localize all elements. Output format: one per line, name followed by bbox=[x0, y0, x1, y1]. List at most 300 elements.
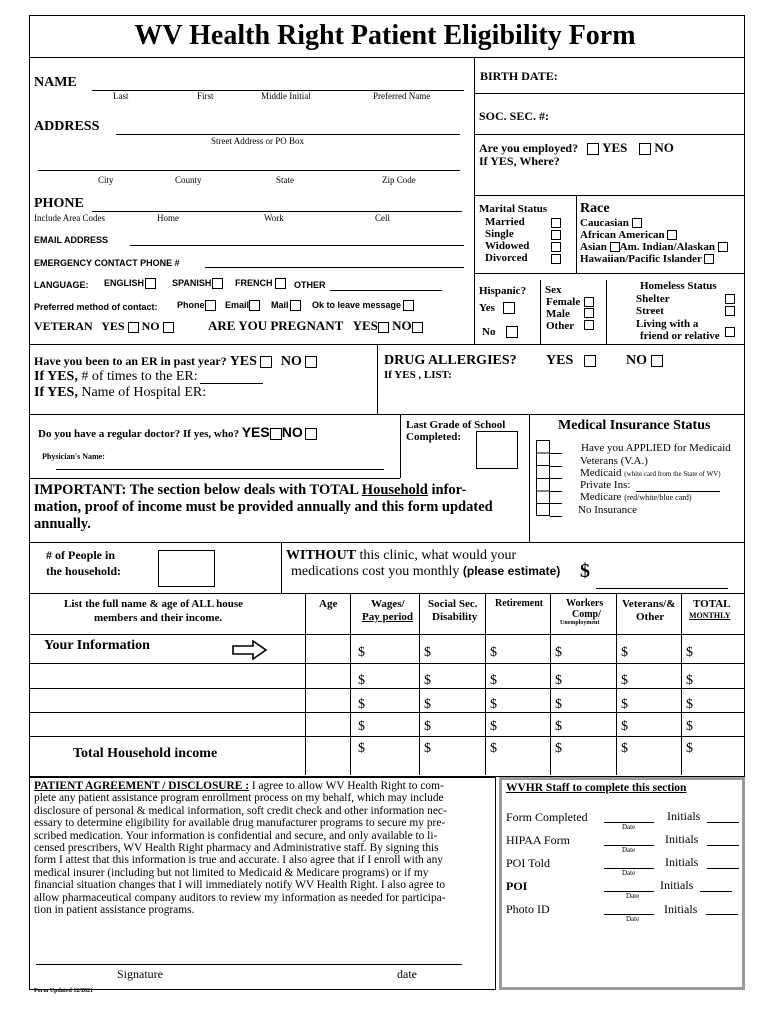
er-question bbox=[34, 354, 317, 370]
without-line2-text: medications cost you monthly bbox=[291, 564, 460, 579]
dollar-sign: $ bbox=[686, 645, 693, 660]
income-header-name-2: members and their income. bbox=[94, 612, 223, 624]
marital-married: Married bbox=[485, 216, 525, 228]
dollar-sign: $ bbox=[621, 673, 628, 688]
insurance-va: Veterans (V.A.) bbox=[580, 455, 648, 467]
divider bbox=[29, 57, 745, 58]
homeless-living-checkbox[interactable] bbox=[725, 327, 735, 337]
agreement-line: plete any patient assistance program enrollment process on my behalf, which may include bbox=[34, 792, 444, 805]
language-other-field[interactable] bbox=[330, 290, 442, 291]
without-rest: this clinic, what would your bbox=[356, 548, 517, 563]
phone-sub-area: Include Area Codes bbox=[34, 213, 105, 223]
contact-email-label: Email bbox=[225, 300, 250, 310]
name-sub-middle: Middle Initial bbox=[261, 91, 311, 101]
divider bbox=[281, 542, 282, 593]
income-header-vet-1: Veterans/& bbox=[622, 598, 676, 610]
marital-divorced: Divorced bbox=[485, 252, 528, 264]
race-hawaiian-label: Hawaiian/Pacific Islander bbox=[580, 253, 702, 265]
allergies-no-label: NO bbox=[626, 353, 647, 368]
phone-sub-home: Home bbox=[157, 213, 179, 223]
divider bbox=[474, 57, 475, 344]
dollar-sign: $ bbox=[424, 645, 431, 660]
race-caucasian bbox=[580, 217, 642, 229]
divider bbox=[540, 280, 541, 344]
cell-line bbox=[358, 688, 412, 689]
date-label: date bbox=[397, 967, 417, 981]
dollar-sign: $ bbox=[358, 645, 365, 660]
checkbox[interactable] bbox=[212, 278, 223, 289]
phone-field[interactable] bbox=[92, 211, 462, 212]
income-header-wc-1: Workers bbox=[566, 598, 604, 609]
marital-married-checkbox[interactable] bbox=[551, 218, 561, 228]
date-caption: Date bbox=[622, 846, 636, 854]
checkbox[interactable] bbox=[667, 230, 677, 240]
hispanic-no-label: No bbox=[482, 326, 496, 338]
insurance-line bbox=[550, 466, 562, 467]
dollar-sign: $ bbox=[490, 719, 497, 734]
divider bbox=[29, 593, 745, 594]
veteran-no-checkbox[interactable] bbox=[163, 322, 174, 333]
marital-widowed: Widowed bbox=[485, 240, 530, 252]
phone-label: PHONE bbox=[34, 196, 84, 211]
sex-male-checkbox[interactable] bbox=[584, 308, 594, 318]
race-hawaiian bbox=[580, 253, 714, 265]
address-sub-city: City bbox=[98, 175, 114, 185]
insurance-checkbox-column[interactable] bbox=[536, 440, 550, 516]
marital-widowed-checkbox[interactable] bbox=[551, 242, 561, 252]
dollar-sign: $ bbox=[555, 645, 562, 660]
income-header-wc-2: Comp/ bbox=[572, 609, 601, 620]
veteran-question bbox=[34, 319, 174, 334]
household-label-1: # of People in bbox=[46, 548, 115, 562]
homeless-label: Homeless Status bbox=[640, 280, 717, 292]
allergies-question bbox=[384, 353, 517, 369]
insurance-label: Medical Insurance Status bbox=[558, 418, 711, 433]
race-african-american-label: African American bbox=[580, 229, 665, 241]
dollar-sign: $ bbox=[621, 645, 628, 660]
dollar-sign: $ bbox=[686, 697, 693, 712]
agreement-line: medical insurer (including but not limited to Medicaid & Medicare programs) or if my bbox=[34, 866, 429, 879]
doctor-no-checkbox[interactable] bbox=[305, 428, 317, 440]
agreement-text bbox=[34, 780, 496, 916]
agreement-heading: PATIENT AGREEMENT / DISCLOSURE : bbox=[34, 780, 249, 792]
contact-phone[interactable] bbox=[177, 300, 216, 311]
divider bbox=[29, 663, 745, 664]
divider bbox=[419, 593, 420, 775]
doctor-question bbox=[38, 424, 317, 440]
checkbox[interactable] bbox=[275, 278, 286, 289]
important-notice bbox=[34, 482, 493, 533]
divider bbox=[377, 344, 378, 414]
agreement-line: essary to determine eligibility for available drug manufacturer programs to secure my pre- bbox=[34, 817, 446, 830]
insurance-none: No Insurance bbox=[578, 504, 637, 516]
divider bbox=[29, 478, 400, 479]
emergency-label: EMERGENCY CONTACT PHONE # bbox=[34, 258, 180, 268]
agreement-line: censed prescribers, WV Health Right pharmacy and Administrative staff. By signing this bbox=[34, 842, 439, 855]
initials-field[interactable] bbox=[707, 845, 739, 846]
address-city-field[interactable] bbox=[38, 170, 460, 171]
checkbox[interactable] bbox=[503, 302, 515, 314]
insurance-medicaid-note: (white card from the State of WV) bbox=[624, 470, 721, 478]
insurance-medicare-note: (red/white/blue card) bbox=[624, 493, 692, 502]
dollar-sign: $ bbox=[490, 741, 497, 756]
date-caption: Date bbox=[622, 869, 636, 877]
dollar-sign: $ bbox=[424, 697, 431, 712]
divider bbox=[305, 593, 306, 775]
divider bbox=[474, 93, 745, 94]
your-information-label: Your Information bbox=[44, 638, 150, 653]
date-caption: Date bbox=[622, 823, 636, 831]
agreement-line: financial situation changes that I will immediately notify WV Health Right. I also agree to bbox=[34, 879, 446, 892]
divider bbox=[474, 195, 745, 196]
agreement-line: tion in patient assistance programs. bbox=[34, 904, 195, 917]
dollar-sign: $ bbox=[358, 697, 365, 712]
allergies-yes bbox=[546, 353, 596, 369]
address-sub-county: County bbox=[175, 175, 202, 185]
insurance-line bbox=[550, 491, 562, 492]
income-header-wages-1: Wages/ bbox=[371, 598, 405, 610]
pregnant-label: ARE YOU PREGNANT bbox=[208, 318, 344, 333]
homeless-street-checkbox[interactable] bbox=[725, 306, 735, 316]
date-caption: Date bbox=[626, 892, 640, 900]
dollar-sign: $ bbox=[555, 741, 562, 756]
pregnant-yes-label: YES bbox=[352, 318, 378, 333]
marital-label: Marital Status bbox=[479, 203, 548, 215]
race-am-indian-label: Am. Indian/Alaskan bbox=[619, 241, 716, 253]
agreement-line: disclosure of personal & medical information, soft credit check and other information nec- bbox=[34, 804, 447, 817]
dollar-sign: $ bbox=[358, 741, 365, 756]
er-label: Have you been to an ER in past year? bbox=[34, 354, 227, 368]
address-sub-zip: Zip Code bbox=[382, 175, 416, 185]
form-updated: Form Updated 12/2021 bbox=[34, 988, 93, 994]
important-household: Household bbox=[361, 482, 428, 498]
staff-poi-told: POI Told bbox=[506, 856, 550, 870]
staff-heading: WVHR Staff to complete this section bbox=[506, 782, 687, 794]
initials-label: Initials bbox=[664, 902, 698, 916]
language-spanish[interactable] bbox=[172, 278, 223, 289]
er-no-checkbox[interactable] bbox=[305, 356, 317, 368]
dollar-sign: $ bbox=[621, 741, 628, 756]
dollar-sign: $ bbox=[686, 741, 693, 756]
dollar-sign: $ bbox=[621, 697, 628, 712]
income-header-wc-3: Unemployment bbox=[560, 620, 600, 626]
veteran-no-label: NO bbox=[141, 319, 160, 333]
dollar-sign: $ bbox=[424, 741, 431, 756]
divider bbox=[400, 414, 401, 478]
contact-leave-message-label: Ok to leave message bbox=[312, 300, 402, 310]
checkbox[interactable] bbox=[249, 300, 260, 311]
insurance-medicare-label: Medicare bbox=[580, 491, 622, 503]
staff-form-completed: Form Completed bbox=[506, 810, 588, 824]
contact-leave-message[interactable] bbox=[312, 300, 414, 311]
important-line3: annually. bbox=[34, 516, 91, 532]
homeless-shelter-checkbox[interactable] bbox=[725, 294, 735, 304]
language-french[interactable] bbox=[235, 278, 286, 289]
household-count-box[interactable] bbox=[158, 550, 215, 587]
race-label: Race bbox=[580, 201, 610, 216]
staff-hipaa: HIPAA Form bbox=[506, 833, 570, 847]
language-other[interactable] bbox=[294, 280, 326, 290]
name-sub-last: Last bbox=[113, 91, 129, 101]
language-french-label: FRENCH bbox=[235, 278, 273, 288]
divider bbox=[350, 593, 351, 775]
income-header-vet-2: Other bbox=[636, 611, 665, 623]
physician-label: Physician's Name: bbox=[42, 452, 105, 461]
contact-mail[interactable] bbox=[271, 300, 301, 311]
date-caption: Date bbox=[626, 915, 640, 923]
dollar-sign: $ bbox=[555, 673, 562, 688]
insurance-line bbox=[550, 503, 562, 504]
dollar-sign: $ bbox=[490, 697, 497, 712]
hispanic-yes bbox=[479, 302, 515, 314]
divider bbox=[29, 344, 745, 345]
divider bbox=[29, 634, 745, 635]
pregnant-yes-checkbox[interactable] bbox=[378, 322, 389, 333]
insurance-line bbox=[550, 453, 562, 454]
veteran-yes-label: YES bbox=[101, 319, 125, 333]
email-label: EMAIL ADDRESS bbox=[34, 235, 109, 245]
checkbox[interactable] bbox=[290, 300, 301, 311]
language-english[interactable] bbox=[104, 278, 156, 289]
homeless-shelter: Shelter bbox=[636, 293, 670, 305]
income-header-total-1: TOTAL bbox=[693, 598, 731, 610]
initials-label: Initials bbox=[665, 832, 699, 846]
divider bbox=[29, 712, 745, 713]
insurance-medicare bbox=[580, 491, 692, 503]
important-part-a: IMPORTANT: The section below deals with TOTAL bbox=[34, 482, 362, 498]
staff-poi: POI bbox=[506, 879, 528, 893]
sex-female-checkbox[interactable] bbox=[584, 297, 594, 307]
marital-divorced-checkbox[interactable] bbox=[551, 254, 561, 264]
initials-field[interactable] bbox=[700, 891, 732, 892]
veteran-label: VETERAN bbox=[34, 319, 93, 333]
dollar-sign: $ bbox=[490, 673, 497, 688]
contact-phone-label: Phone bbox=[177, 300, 205, 310]
checkbox[interactable] bbox=[610, 242, 620, 252]
staff-photo-id: Photo ID bbox=[506, 902, 550, 916]
divider bbox=[606, 280, 607, 344]
insurance-line bbox=[550, 516, 562, 517]
divider bbox=[529, 414, 530, 542]
contact-email[interactable] bbox=[225, 300, 260, 311]
divider bbox=[485, 593, 486, 775]
income-header-wages-2: Pay period bbox=[362, 611, 414, 623]
employed-yes-checkbox[interactable] bbox=[587, 143, 599, 155]
homeless-street: Street bbox=[636, 305, 664, 317]
income-header-ss-1: Social Sec. bbox=[428, 598, 478, 610]
income-header-total-2: MONTHLY bbox=[689, 611, 731, 620]
income-header-age: Age bbox=[319, 598, 338, 610]
sex-male: Male bbox=[546, 308, 570, 320]
divider bbox=[29, 542, 745, 543]
hispanic-yes-label: Yes bbox=[479, 302, 495, 314]
arrow-right-icon bbox=[232, 640, 268, 665]
divider bbox=[576, 195, 577, 273]
er-hospital-prefix: If YES, bbox=[34, 385, 78, 400]
doctor-yes-label: YES bbox=[241, 424, 270, 440]
hispanic-no bbox=[482, 326, 518, 338]
checkbox[interactable] bbox=[632, 218, 642, 228]
doctor-label: Do you have a regular doctor? If yes, who? bbox=[38, 428, 239, 440]
grade-line1: Last Grade of School bbox=[406, 419, 506, 431]
agreement-line: allow pharmaceutical company auditors to review my information as needed for participa- bbox=[34, 891, 446, 904]
employed-where-label: If YES, Where? bbox=[479, 154, 560, 168]
phone-sub-work: Work bbox=[264, 213, 284, 223]
language-english-label: ENGLISH bbox=[104, 278, 145, 288]
without-dollar: $ bbox=[580, 560, 590, 582]
dollar-sign: $ bbox=[358, 719, 365, 734]
divider bbox=[550, 593, 551, 775]
dollar-sign: $ bbox=[424, 673, 431, 688]
emergency-field[interactable] bbox=[205, 267, 464, 268]
allergies-label: DRUG ALLERGIES? bbox=[384, 353, 517, 368]
language-spanish-label: SPANISH bbox=[172, 278, 212, 288]
address-street-field[interactable] bbox=[116, 134, 460, 135]
veteran-yes-checkbox[interactable] bbox=[128, 322, 139, 333]
address-sub-state: State bbox=[276, 175, 294, 185]
without-line2 bbox=[291, 564, 560, 580]
checkbox[interactable] bbox=[205, 300, 216, 311]
dollar-sign: $ bbox=[555, 719, 562, 734]
checkbox[interactable] bbox=[584, 355, 596, 367]
pregnant-no-checkbox[interactable] bbox=[412, 322, 423, 333]
pregnant-question bbox=[208, 318, 423, 334]
divider bbox=[29, 736, 745, 737]
homeless-friend: friend or relative bbox=[640, 330, 720, 342]
name-sub-first: First bbox=[197, 91, 214, 101]
er-times-rest: # of times to the ER: bbox=[81, 369, 198, 384]
sex-female: Female bbox=[546, 296, 581, 308]
form-title: WV Health Right Patient Eligibility Form bbox=[134, 20, 636, 51]
marital-single: Single bbox=[485, 228, 514, 240]
er-times-field[interactable] bbox=[200, 383, 263, 384]
staff-box bbox=[499, 777, 745, 990]
dollar-sign: $ bbox=[424, 719, 431, 734]
dollar-sign: $ bbox=[621, 719, 628, 734]
initials-label: Initials bbox=[667, 809, 701, 823]
initials-field[interactable] bbox=[707, 868, 739, 869]
dollar-sign: $ bbox=[686, 719, 693, 734]
er-yes-checkbox[interactable] bbox=[260, 356, 272, 368]
checkbox[interactable] bbox=[506, 326, 518, 338]
employed-no-checkbox[interactable] bbox=[639, 143, 651, 155]
er-hospital-rest: Name of Hospital ER: bbox=[81, 385, 207, 400]
signature-field[interactable] bbox=[36, 964, 462, 965]
birth-date-label: BIRTH DATE: bbox=[480, 69, 558, 83]
allergies-no bbox=[626, 353, 663, 369]
checkbox[interactable] bbox=[651, 355, 663, 367]
divider bbox=[616, 593, 617, 775]
insurance-applied: Have you APPLIED for Medicaid bbox=[581, 442, 731, 454]
important-part-b: infor- bbox=[427, 482, 467, 498]
sex-label: Sex bbox=[545, 284, 562, 296]
dollar-sign: $ bbox=[490, 645, 497, 660]
contact-mail-label: Mail bbox=[271, 300, 289, 310]
insurance-private: Private Ins: bbox=[580, 479, 631, 491]
employed-no-label: NO bbox=[654, 140, 674, 155]
dollar-sign: $ bbox=[358, 673, 365, 688]
email-field[interactable] bbox=[130, 245, 464, 246]
hispanic-label: Hispanic? bbox=[479, 285, 527, 297]
signature-label: Signature bbox=[117, 967, 163, 981]
address-sub-street: Street Address or PO Box bbox=[211, 136, 304, 146]
without-bold: WITHOUT bbox=[286, 548, 357, 563]
income-header-name-1: List the full name & age of ALL house bbox=[64, 598, 244, 610]
er-times-prefix: If YES, bbox=[34, 369, 78, 384]
without-amount-field[interactable] bbox=[596, 588, 728, 589]
soc-sec-label: SOC. SEC. #: bbox=[479, 109, 550, 123]
name-label: NAME bbox=[34, 75, 77, 90]
total-household-label: Total Household income bbox=[73, 746, 218, 761]
doctor-yes-checkbox[interactable] bbox=[270, 428, 282, 440]
agreement-line: I agree to allow WV Health Right to com- bbox=[249, 780, 444, 792]
er-yes-label: YES bbox=[229, 354, 257, 369]
address-label: ADDRESS bbox=[34, 119, 100, 134]
contact-label: Preferred method of contact: bbox=[34, 302, 158, 312]
initials-label: Initials bbox=[660, 878, 694, 892]
physician-field[interactable] bbox=[56, 469, 384, 470]
name-sub-preferred: Preferred Name bbox=[373, 91, 431, 101]
employed-label: Are you employed? bbox=[479, 141, 579, 155]
divider bbox=[681, 593, 682, 775]
language-label: LANGUAGE: bbox=[34, 280, 89, 290]
insurance-medicaid bbox=[580, 467, 721, 479]
employed-yes-label: YES bbox=[602, 140, 628, 155]
important-line2: mation, proof of income must be provided annually and this form updated bbox=[34, 499, 493, 515]
er-hospital bbox=[34, 385, 206, 401]
sex-other: Other bbox=[546, 320, 575, 332]
sex-other-checkbox[interactable] bbox=[584, 320, 594, 330]
checkbox[interactable] bbox=[718, 242, 728, 252]
race-asian bbox=[580, 241, 728, 253]
without-estimate: (please estimate) bbox=[462, 564, 561, 578]
dollar-sign: $ bbox=[686, 673, 693, 688]
initials-field[interactable] bbox=[706, 914, 738, 915]
pregnant-no-label: NO bbox=[392, 318, 412, 333]
doctor-no-label: NO bbox=[281, 424, 303, 440]
income-header-ss-2: Disability bbox=[432, 611, 478, 623]
checkbox[interactable] bbox=[145, 278, 156, 289]
race-asian-label: Asian bbox=[580, 241, 607, 253]
er-no-label: NO bbox=[280, 354, 302, 369]
divider bbox=[29, 414, 745, 415]
dollar-sign: $ bbox=[555, 697, 562, 712]
marital-single-checkbox[interactable] bbox=[551, 230, 561, 240]
race-african-american bbox=[580, 229, 677, 241]
homeless-living: Living with a bbox=[636, 318, 699, 330]
phone-sub-cell: Cell bbox=[375, 213, 390, 223]
allergies-yes-label: YES bbox=[546, 353, 574, 368]
insurance-medicaid-label: Medicaid bbox=[580, 467, 622, 479]
race-caucasian-label: Caucasian bbox=[580, 217, 629, 229]
insurance-line bbox=[550, 478, 562, 479]
household-label-2: the household: bbox=[46, 564, 122, 578]
divider bbox=[474, 273, 745, 274]
divider bbox=[474, 134, 745, 135]
checkbox[interactable] bbox=[704, 254, 714, 264]
without-line1 bbox=[286, 548, 516, 564]
checkbox[interactable] bbox=[403, 300, 414, 311]
grade-line2: Completed: bbox=[406, 431, 461, 443]
initials-label: Initials bbox=[665, 855, 699, 869]
initials-field[interactable] bbox=[707, 822, 739, 823]
agreement-line: form I attest that this information is true and accurate. I also agree that if I enroll with any bbox=[34, 854, 443, 867]
allergies-list-label: If YES , LIST: bbox=[384, 369, 452, 381]
grade-input-box[interactable] bbox=[476, 431, 518, 469]
income-header-retirement: Retirement bbox=[495, 598, 544, 609]
er-times bbox=[34, 369, 198, 385]
agreement-line: scribed medication. Your information is confidential and secure, and only available to li- bbox=[34, 829, 438, 842]
